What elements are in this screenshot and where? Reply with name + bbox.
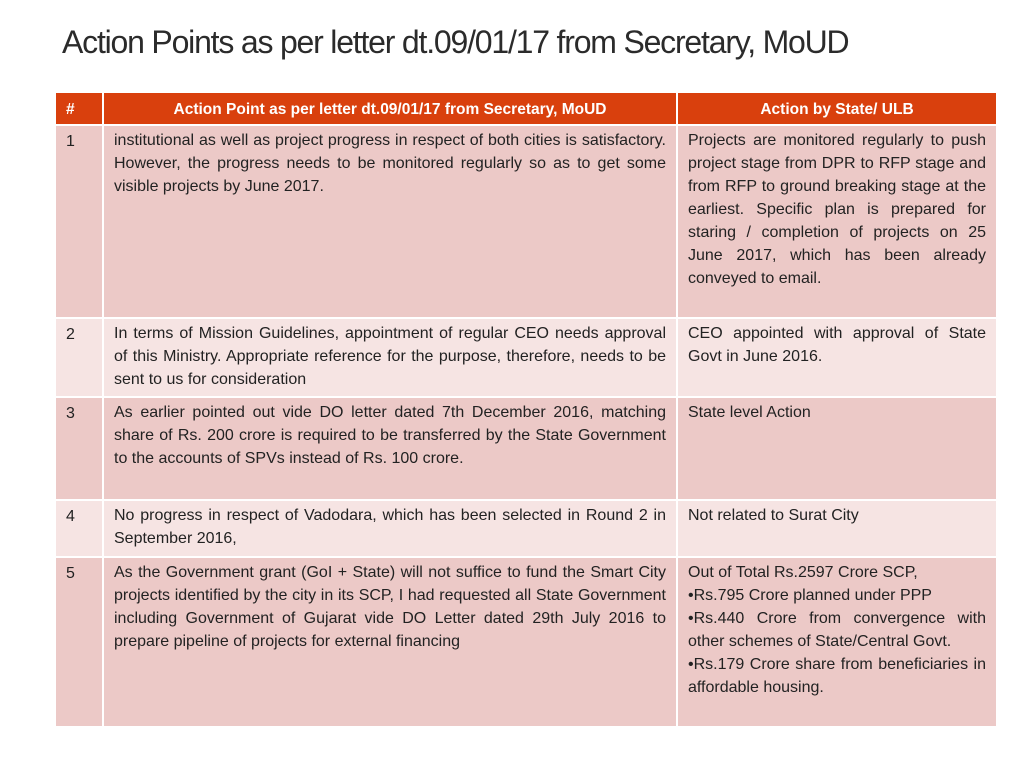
row-action-point: No progress in respect of Vadodara, which has been selected in Round 2 in September 2016,	[103, 500, 677, 557]
row-action-by: State level Action	[677, 397, 997, 500]
row-number: 4	[55, 500, 103, 557]
action-by-line: Out of Total Rs.2597 Crore SCP,	[688, 564, 918, 581]
action-by-line: •Rs.179 Crore share from beneficiaries in affordable housing.	[688, 656, 986, 696]
action-by-line: •Rs.440 Crore from convergence with other schemes of State/Central Govt.	[688, 610, 986, 650]
row-number: 3	[55, 397, 103, 500]
row-action-by: CEO appointed with approval of State Govt in June 2016.	[677, 318, 997, 397]
row-number: 1	[55, 125, 103, 318]
action-by-line: •Rs.795 Crore planned under PPP	[688, 587, 932, 604]
row-action-point: institutional as well as project progress in respect of both cities is satisfactory. However, the progress needs to be monitored regularly so as to get some visible projects by June 2017.	[103, 125, 677, 318]
row-number: 2	[55, 318, 103, 397]
table-row	[55, 500, 997, 557]
row-action-point: As earlier pointed out vide DO letter dated 7th December 2016, matching share of Rs. 200 crore is required to be transferred by the State Government to the accounts of SPVs instead of Rs. 100 crore.	[103, 397, 677, 500]
row-action-by: Projects are monitored regularly to push project stage from DPR to RFP stage and from RFP to ground breaking stage at the earliest. Specific plan is prepared for staring / completion of projects on 25 June 2017, which has been already conveyed to email.	[677, 125, 997, 318]
header-action-by: Action by State/ ULB	[677, 92, 997, 125]
header-number: #	[55, 92, 103, 125]
header-action-point: Action Point as per letter dt.09/01/17 from Secretary, MoUD	[103, 92, 677, 125]
row-action-by	[677, 557, 997, 727]
table-header-row	[55, 92, 997, 125]
row-action-point: In terms of Mission Guidelines, appointment of regular CEO needs approval of this Ministry. Appropriate reference for the purpose, therefore, needs to be sent to us for consideration	[103, 318, 677, 397]
table-row	[55, 318, 997, 397]
action-points-table	[54, 91, 998, 728]
table-row	[55, 397, 997, 500]
slide-title: Action Points as per letter dt.09/01/17 from Secretary, MoUD	[62, 24, 849, 60]
row-action-point: As the Government grant (GoI + State) will not suffice to fund the Smart City projects identified by the city in its SCP, I had requested all State Government including Government of Gujarat vide DO Letter dated 29th July 2016 to prepare pipeline of projects for external financing	[103, 557, 677, 727]
table-row	[55, 125, 997, 318]
row-number: 5	[55, 557, 103, 727]
table-row	[55, 557, 997, 727]
row-action-by: Not related to Surat City	[677, 500, 997, 557]
